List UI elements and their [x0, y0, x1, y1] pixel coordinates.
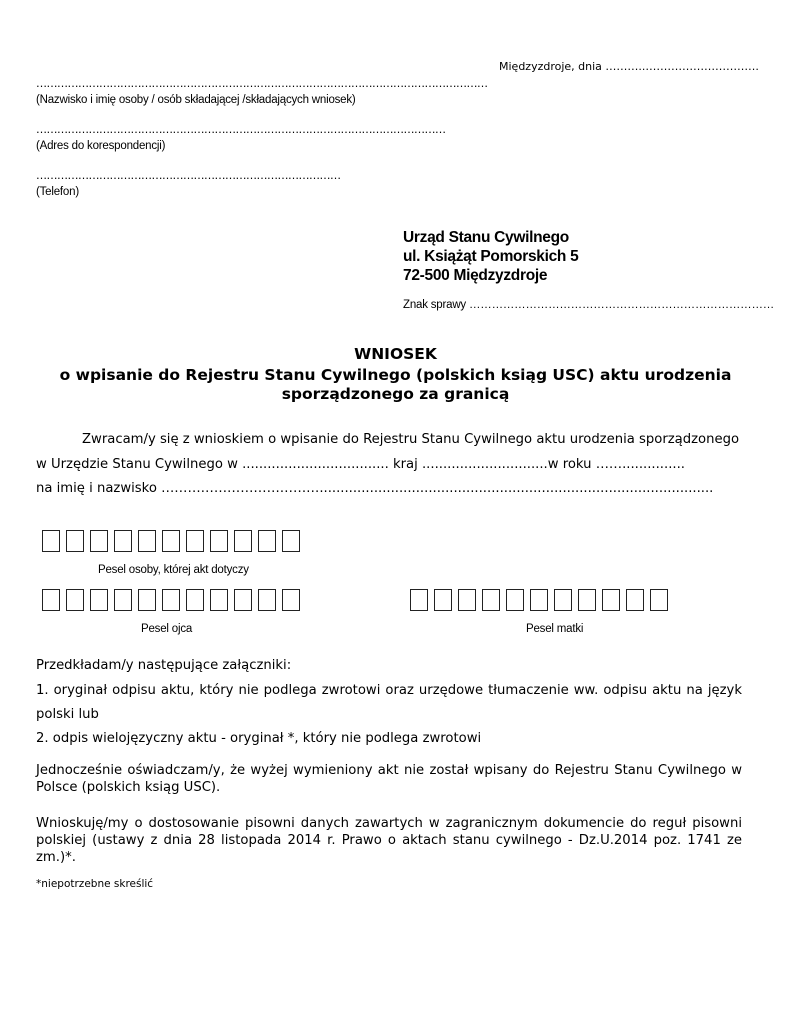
pesel-digit-box[interactable]	[42, 530, 60, 552]
pesel-digit-box[interactable]	[66, 589, 84, 611]
pesel-self-boxes[interactable]	[42, 530, 300, 552]
pesel-digit-box[interactable]	[282, 530, 300, 552]
document-subtitle-line2: sporządzonego za granicą	[281, 385, 510, 403]
pesel-digit-box[interactable]	[650, 589, 668, 611]
pesel-digit-box[interactable]	[410, 589, 428, 611]
declaration-paragraph: Jednocześnie oświadczam/y, że wyżej wymieniony akt nie został wpisany do Rejestru Stanu Cywilnego w Polsce (polskich ksiąg USC).	[36, 763, 742, 795]
pesel-digit-box[interactable]	[258, 589, 276, 611]
address-label: (Adres do korespondencji)	[36, 140, 166, 152]
office-city: 72-500 Międzyzdroje	[403, 267, 548, 284]
pesel-digit-box[interactable]	[602, 589, 620, 611]
pesel-digit-box[interactable]	[42, 589, 60, 611]
applicant-name-label: (Nazwisko i imię osoby / osób składającej /składających wniosek)	[36, 94, 356, 106]
pesel-mother-label: Pesel matki	[526, 623, 584, 635]
applicant-name-line[interactable]: …………………………………………………………………………………………………………………	[36, 77, 488, 90]
attachment-item-1: 1. oryginał odpisu aktu, który nie podlega zwrotowi oraz urzędowe tłumaczenie ww. odpisu aktu na język	[36, 683, 742, 698]
document-title: WNIOSEK	[354, 345, 437, 363]
pesel-digit-box[interactable]	[282, 589, 300, 611]
pesel-digit-box[interactable]	[554, 589, 572, 611]
pesel-digit-box[interactable]	[210, 589, 228, 611]
pesel-digit-box[interactable]	[186, 589, 204, 611]
document-subtitle-line1: o wpisanie do Rejestru Stanu Cywilnego (polskich ksiąg USC) aktu urodzenia	[59, 366, 732, 384]
phone-line[interactable]: ……………………………………………………………………………	[36, 169, 341, 182]
attachment-item-2: 2. odpis wielojęzyczny aktu - oryginał *, który nie podlega zwrotowi	[36, 731, 482, 746]
pesel-digit-box[interactable]	[434, 589, 452, 611]
pesel-digit-box[interactable]	[234, 530, 252, 552]
pesel-digit-box[interactable]	[186, 530, 204, 552]
office-street: ul. Książąt Pomorskich 5	[403, 248, 579, 265]
pesel-digit-box[interactable]	[234, 589, 252, 611]
pesel-digit-box[interactable]	[114, 589, 132, 611]
place-date[interactable]: Międzyzdroje, dnia ………..………………………….	[499, 60, 759, 73]
case-number-field[interactable]: Znak sprawy ………………………………………………………………………	[403, 299, 775, 311]
pesel-mother-boxes[interactable]	[410, 589, 668, 611]
pesel-digit-box[interactable]	[138, 530, 156, 552]
pesel-self-label: Pesel osoby, której akt dotyczy	[98, 564, 249, 576]
pesel-digit-box[interactable]	[258, 530, 276, 552]
pesel-digit-box[interactable]	[458, 589, 476, 611]
phone-label: (Telefon)	[36, 186, 79, 198]
pesel-digit-box[interactable]	[162, 530, 180, 552]
pesel-digit-box[interactable]	[578, 589, 596, 611]
request-line-2[interactable]: w Urzędzie Stanu Cywilnego w ................................... kraj ..............................w roku ……...............	[36, 457, 685, 472]
pesel-digit-box[interactable]	[506, 589, 524, 611]
pesel-digit-box[interactable]	[66, 530, 84, 552]
pesel-digit-box[interactable]	[210, 530, 228, 552]
request-line-3[interactable]: na imię i nazwisko ………………………………..............................................................................................	[36, 481, 714, 496]
attachments-heading: Przedkładam/y następujące załączniki:	[36, 658, 292, 673]
attachment-item-1-continued: polski lub	[36, 707, 99, 722]
pesel-father-boxes[interactable]	[42, 589, 300, 611]
office-name: Urząd Stanu Cywilnego	[403, 229, 569, 246]
footnote: *niepotrzebne skreślić	[36, 878, 154, 890]
spelling-request-paragraph: Wnioskuję/my o dostosowanie pisowni danych zawartych w zagranicznym dokumencie do reguł pisowni polskiej (ustawy z dnia 28 listopada 2014 r. Prawo o aktach stanu cywilnego - Dz.U.2014 poz. 1741 ze zm.)*.	[36, 816, 742, 865]
pesel-digit-box[interactable]	[530, 589, 548, 611]
pesel-digit-box[interactable]	[482, 589, 500, 611]
address-line[interactable]: ………………………………………………………………………………………………………	[36, 123, 446, 136]
pesel-father-label: Pesel ojca	[141, 623, 193, 635]
pesel-digit-box[interactable]	[162, 589, 180, 611]
pesel-digit-box[interactable]	[90, 589, 108, 611]
pesel-digit-box[interactable]	[114, 530, 132, 552]
request-line-1: Zwracam/y się z wnioskiem o wpisanie do Rejestru Stanu Cywilnego aktu urodzenia sporządzonego	[82, 432, 740, 447]
pesel-digit-box[interactable]	[138, 589, 156, 611]
pesel-digit-box[interactable]	[626, 589, 644, 611]
pesel-digit-box[interactable]	[90, 530, 108, 552]
